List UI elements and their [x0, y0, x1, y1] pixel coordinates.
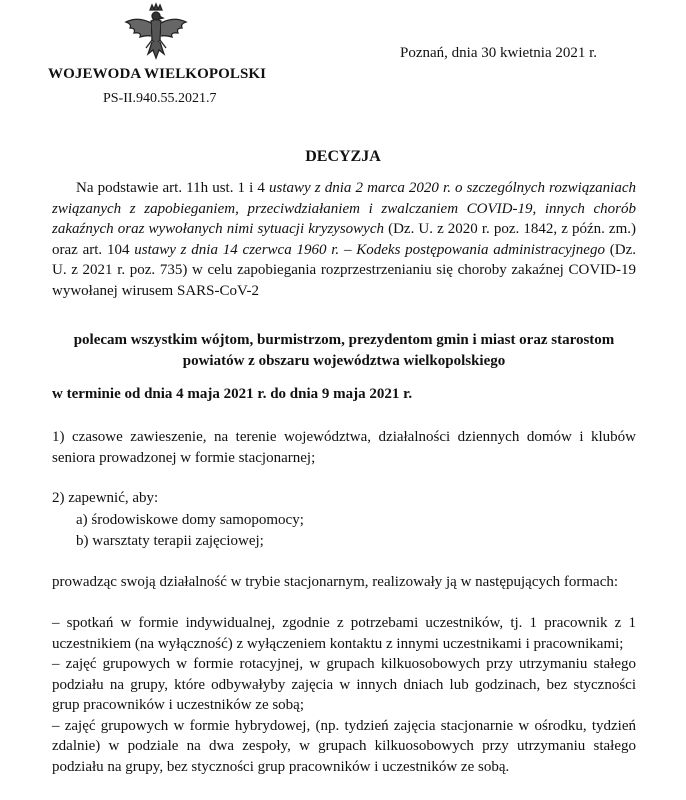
forms-lead-sentence: prowadząc swoją działalność w trybie stacjonarnym, realizowały ją w następujących formach:	[52, 574, 619, 590]
issuing-authority: WOJEWODA WIELKOPOLSKI	[48, 66, 267, 82]
legal-basis-text-1: Na podstawie art. 11h ust. 1 i 4	[76, 180, 270, 196]
place-and-date: Poznań, dnia 30 kwietnia 2021 r.	[400, 45, 598, 61]
legal-basis-text-2: (Dz. U. z 2020 r. poz. 1842, z późn. zm.) oraz art. 104	[52, 221, 637, 258]
document-title: DECYZJA	[305, 148, 381, 165]
point-2-item-b: b) warsztaty terapii zajęciowej;	[76, 533, 264, 549]
point-1: 1) czasowe zawieszenie, na terenie województwa, działalności dziennych domów i klubów seniora prowadzonej w formie stacjonarnej;	[52, 429, 636, 466]
forms-list	[52, 613, 636, 777]
legal-basis-text-3: (Dz. U. z 2021 r. poz. 735) w celu zapobiegania rozprzestrzenianiu się choroby zakaźnej COVID-19 wywołanej wirusem SARS-CoV-2	[52, 241, 636, 299]
list-item: – zajęć grupowych w formie hybrydowej, (np. tydzień zajęcia stacjonarnie w ośrodku, tydzień zdalnie) w podziale na dwa zespoły, w grupach kilkuosobowych przy utrzymaniu stałego podziału na grupy, bez styczności grup pracowników i uczestników ze sobą.	[52, 717, 636, 775]
polish-eagle-emblem-icon	[118, 2, 194, 64]
order-addressees: polecam wszystkim wójtom, burmistrzom, prezydentom gmin i miast oraz starostom powiatów z obszaru województwa wielkopolskiego	[73, 332, 615, 369]
legal-basis-paragraph	[52, 178, 636, 301]
kpa-act-title: ustawy z dnia 14 czerwca 1960 r. – Kodeks postępowania administracyjnego	[134, 241, 605, 258]
point-2-item-a: a) środowiskowe domy samopomocy;	[76, 512, 304, 528]
list-item: – zajęć grupowych w formie rotacyjnej, w grupach kilkuosobowych przy utrzymaniu stałego podziału na grupy, które odbywałyby zajęcia w innych dniach lub godzinach, bez styczności grup pracowników i uczestników ze sobą;	[52, 656, 636, 713]
list-item: – spotkań w formie indywidualnej, zgodnie z potrzebami uczestników, tj. 1 pracownik z 1 uczestnikiem (na wyłączność) z wyłączeniem kontaktu z innymi uczestnikami i pracownikami;	[52, 615, 636, 652]
covid-act-title: ustawy z dnia 2 marca 2020 r. o szczególnych rozwiązaniach związanych z zapobieganiem, przeciwdziałaniem i zwalczaniem COVID-19, innych chorób zakaźnych oraz wywołanych nimi sytuacji kryzysowych	[52, 180, 636, 237]
case-reference-number: PS-II.940.55.2021.7	[103, 91, 217, 106]
term-of-validity: w terminie od dnia 4 maja 2021 r. do dnia 9 maja 2021 r.	[52, 386, 413, 402]
point-2-lead: 2) zapewnić, aby:	[52, 490, 159, 506]
